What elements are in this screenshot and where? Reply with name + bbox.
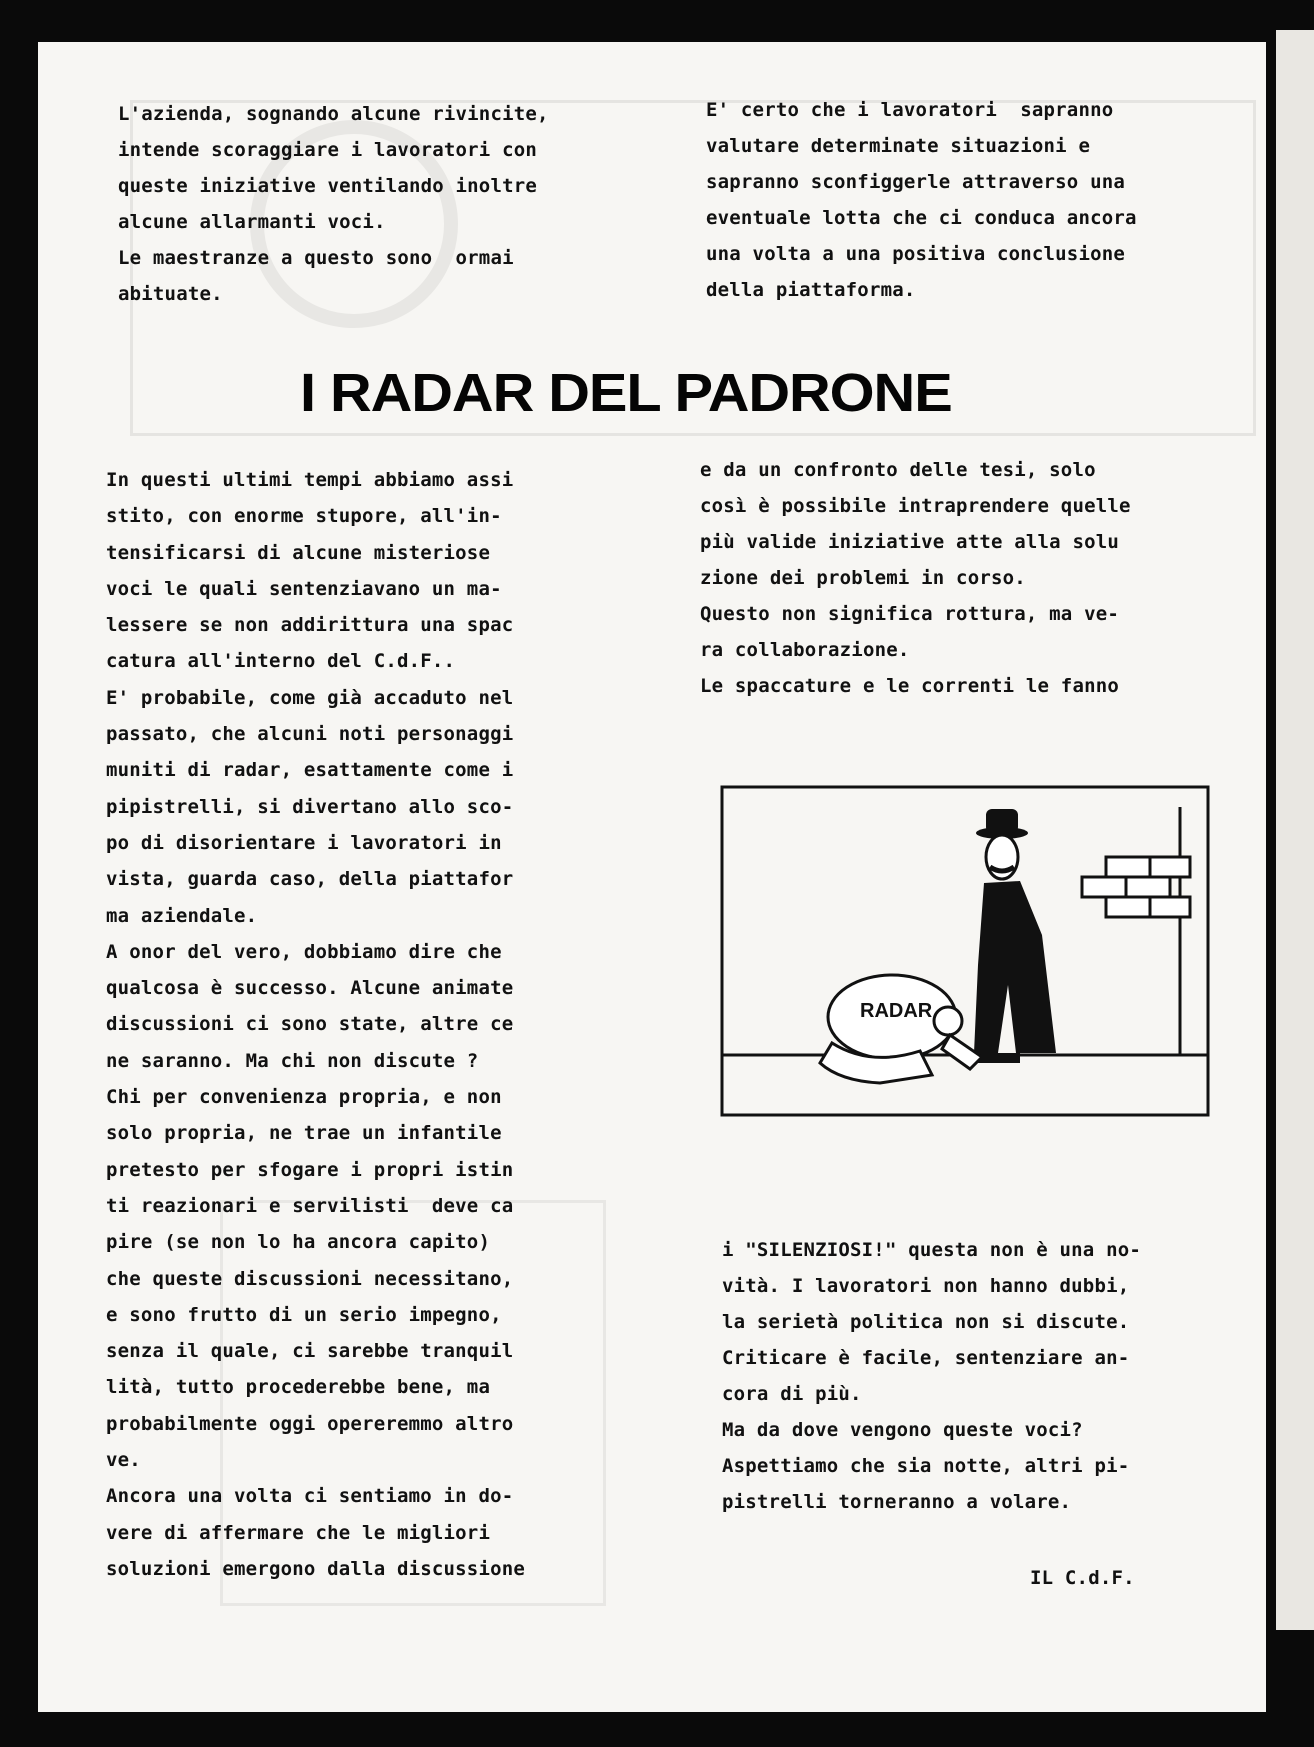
text-line: ne saranno. Ma chi non discute ?: [106, 1049, 479, 1072]
text-line: ve.: [106, 1449, 141, 1472]
text-line: E' probabile, come già accaduto nel: [106, 686, 514, 709]
text-line: i "SILENZIOSI!" questa non è una no-: [722, 1239, 1142, 1261]
article-right-column-bottom: [722, 1232, 1141, 1520]
text-line: ra collaborazione.: [700, 639, 910, 661]
text-line: Le maestranze a questo sono ormai: [118, 247, 514, 269]
signature: IL C.d.F.: [1030, 1567, 1135, 1589]
brick-wall: [1082, 857, 1190, 917]
text-line: vità. I lavoratori non hanno dubbi,: [722, 1275, 1130, 1297]
next-page-edge: [1276, 30, 1314, 1630]
text-line: vere di affermare che le migliori: [106, 1521, 491, 1544]
text-line: una volta a una positiva conclusione: [706, 243, 1126, 265]
brick: [1082, 877, 1126, 897]
text-line: sapranno sconfiggerle attraverso una: [706, 171, 1126, 193]
text-line: A onor del vero, dobbiamo dire che: [106, 940, 502, 963]
text-line: pipistrelli, si divertano allo sco-: [106, 795, 514, 818]
text-line: voci le quali sentenziavano un ma-: [106, 577, 502, 600]
text-line: Chi per convenienza propria, e non: [106, 1086, 502, 1109]
text-line: Ancora una volta ci sentiamo in do-: [106, 1485, 514, 1508]
text-line: E' certo che i lavoratori sapranno: [706, 99, 1114, 121]
text-line: più valide iniziative atte alla solu: [700, 531, 1120, 553]
text-line: solo propria, ne trae un infantile: [106, 1122, 502, 1145]
brick: [1150, 857, 1190, 877]
coat: [974, 881, 1056, 1053]
text-line: ti reazionari e servilisti deve ca: [106, 1194, 514, 1217]
text-line: cora di più.: [722, 1383, 862, 1405]
text-line: po di disorientare i lavoratori in: [106, 831, 502, 854]
article-headline: I RADAR DEL PADRONE: [300, 363, 952, 423]
text-line: vista, guarda caso, della piattafor: [106, 868, 514, 891]
text-line: L'azienda, sognando alcune rivincite,: [118, 103, 549, 125]
text-line: valutare determinate situazioni e: [706, 135, 1091, 157]
text-line: della piattaforma.: [706, 279, 916, 301]
text-line: qualcosa è successo. Alcune animate: [106, 977, 514, 1000]
text-line: che queste discussioni necessitano,: [106, 1267, 514, 1290]
standing-man-figure: [964, 809, 1056, 1063]
crouching-man-figure: [820, 975, 982, 1083]
text-line: catura all'interno del C.d.F..: [106, 650, 456, 673]
text-line: lità, tutto procederebbe bene, ma: [106, 1376, 491, 1399]
text-line: soluzioni emergono dalla discussione: [106, 1557, 526, 1580]
text-line: Criticare è facile, sentenziare an-: [722, 1347, 1130, 1369]
text-line: pire (se non lo ha ancora capito): [106, 1231, 491, 1254]
brick: [1106, 897, 1150, 917]
text-line: Ma da dove vengono queste voci?: [722, 1419, 1083, 1441]
text-line: probabilmente oggi opereremmo altro: [106, 1412, 514, 1435]
hat-crown: [986, 809, 1018, 833]
text-line: pretesto per sfogare i propri istin: [106, 1158, 514, 1181]
text-line: Aspettiamo che sia notte, altri pi-: [722, 1455, 1130, 1477]
text-line: e da un confronto delle tesi, solo: [700, 459, 1096, 481]
text-line: discussioni ci sono state, altre ce: [106, 1013, 514, 1036]
text-line: senza il quale, ci sarebbe tranquil: [106, 1340, 514, 1363]
brick: [1150, 897, 1190, 917]
text-line: passato, che alcuni noti personaggi: [106, 723, 514, 746]
text-line: Questo non significa rottura, ma ve-: [700, 603, 1120, 625]
text-line: queste iniziative ventilando inoltre: [118, 175, 538, 197]
crouching-head: [934, 1007, 962, 1035]
text-line: tensificarsi di alcune misteriose: [106, 541, 491, 564]
radar-sack-label: RADAR: [860, 1000, 933, 1022]
brick: [1106, 857, 1150, 877]
radar-cartoon: [720, 785, 1210, 1117]
top-left-column: [118, 96, 549, 312]
text-line: e sono frutto di un serio impegno,: [106, 1303, 502, 1326]
text-line: abituate.: [118, 283, 223, 305]
top-right-column: [706, 92, 1137, 308]
text-line: muniti di radar, esattamente come i: [106, 759, 514, 782]
text-line: eventuale lotta che ci conduca ancora: [706, 207, 1137, 229]
text-line: In questi ultimi tempi abbiamo assi: [106, 469, 514, 491]
text-line: alcune allarmanti voci.: [118, 211, 386, 233]
text-line: stito, con enorme stupore, all'in-: [106, 505, 502, 528]
brick: [1126, 877, 1170, 897]
text-line: pistrelli torneranno a volare.: [722, 1491, 1072, 1513]
article-left-column: [106, 462, 525, 1587]
text-line: lessere se non addirittura una spac: [106, 614, 514, 637]
text-line: la serietà politica non si discute.: [722, 1311, 1130, 1333]
text-line: ma aziendale.: [106, 904, 258, 927]
text-line: intende scoraggiare i lavoratori con: [118, 139, 538, 161]
text-line: Le spaccature e le correnti le fanno: [700, 675, 1120, 697]
text-line: così è possibile intraprendere quelle: [700, 495, 1131, 517]
article-right-column-top: [700, 452, 1131, 704]
text-line: zione dei problemi in corso.: [700, 567, 1026, 589]
